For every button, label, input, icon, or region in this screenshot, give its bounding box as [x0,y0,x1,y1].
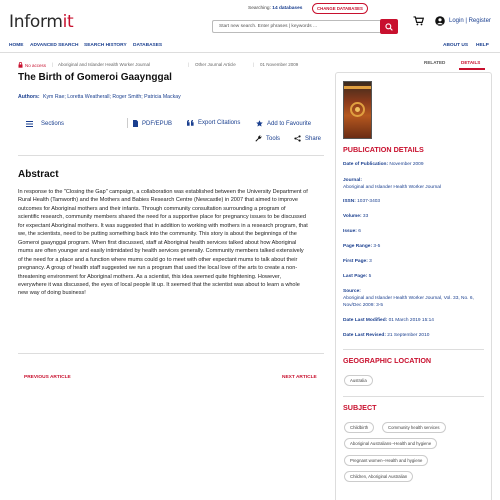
tab-details[interactable]: DETAILS [461,60,481,65]
previous-article-link[interactable]: PREVIOUS ARTICLE [24,375,71,380]
login-register-link[interactable]: Login | Register [449,18,491,24]
nav-divider [0,52,500,53]
star-icon [256,120,263,127]
detail-volume: Volume: 33 [343,214,369,219]
sections-button[interactable]: Sections [26,121,64,127]
detail-issn: ISSN: 1037-3403 [343,199,381,204]
toolbar-divider [127,118,128,128]
subject-tag-childbirth[interactable]: Childbirth [344,422,374,433]
no-access-badge: No access [18,62,46,68]
subject-heading: SUBJECT [343,403,377,412]
geographic-location-heading: GEOGRAPHIC LOCATION [343,356,432,365]
sidebar-divider [343,396,484,397]
detail-date-last-modified: Date Last Modified: 01 March 2019 15:14 [343,318,434,323]
nav-search-history[interactable]: SEARCH HISTORY [84,43,127,48]
detail-source: Source: Aboriginal and Islander Health Worker Journal, Vol. 33, No. 6, Nov/Dec 2009: 3-5 [343,289,474,308]
search-button[interactable] [380,19,398,34]
detail-last-page: Last Page: 5 [343,274,372,279]
pdf-epub-button[interactable]: PDF/EPUB [133,120,172,127]
geo-tag-australia[interactable]: Australia [344,375,373,386]
active-tab-indicator [459,68,485,70]
search-input[interactable]: Start new search. Enter phrases | keywords ... [212,20,380,33]
detail-date-of-publication: Date of Publication: November 2009 [343,162,424,167]
informit-logo[interactable]: Informit [9,12,74,32]
breadcrumb-article-type: Other Journal Article [195,62,236,67]
abstract-heading: Abstract [18,169,59,180]
nav-help[interactable]: HELP [476,43,489,48]
share-button[interactable]: Share [294,135,321,142]
tools-button[interactable]: Tools [255,135,280,142]
journal-cover-image [343,81,372,139]
authors-label: Authors: [18,94,40,100]
share-icon [294,135,301,142]
breadcrumb-separator: | [253,62,255,67]
detail-journal: Journal: Aboriginal and Islander Health Worker Journal [343,178,442,190]
search-icon [385,23,393,31]
subject-tag-community-health[interactable]: Community health services [382,422,446,433]
breadcrumb-journal[interactable]: Aboriginal and Islander Health Worker Journal [58,62,150,67]
sidebar-divider [343,349,484,350]
searching-databases-label: Searching: 14 databases [248,6,303,11]
subject-tag-pregnant-women[interactable]: Pregnant women--Health and hygiene [344,455,428,466]
next-article-link[interactable]: NEXT ARTICLE [282,375,317,380]
breadcrumb-separator: | [52,62,54,67]
nav-advanced-search[interactable]: ADVANCED SEARCH [30,43,79,48]
change-databases-button[interactable]: CHANGE DATABASES [312,3,368,14]
subject-tag-aboriginal-children[interactable]: Children, Aboriginal Australian [344,471,413,482]
list-icon [26,121,33,127]
tab-related[interactable]: RELATED [424,60,446,65]
publication-details-heading: PUBLICATION DETAILS [343,145,424,154]
document-icon [133,120,138,127]
breadcrumb-date: 01 November 2009 [260,62,299,67]
toolbar-bottom-divider [18,155,324,156]
detail-page-range: Page Range: 3-5 [343,244,381,249]
detail-date-last-revised: Date Last Revised: 21 September 2010 [343,333,430,338]
authors-list[interactable]: Kym Rae; Loretta Weatherall; Roger Smith; Patricia Mackay [43,94,181,100]
abstract-text: In response to the "Closing the Gap" campaign, a collaboration was established between the University Department of Rural Health (Tamworth) and the Mothers and Babies Research Centre (Newcastle) in 2007 that aimed to improve outcomes for Aboriginal mothers and their infants. Through community consultation surrounding a program of scientific research, community members shared the need for a supportive place for pregnancy issues to be discussed for expectant Aboriginal mothers. It was suggested that in addition to working with mothers in a research program, that we, the scientists, need to be putting something back into the community. This story is about the beginnings of the Gomeroi gaaynggal program. When first discussed, staff at Aboriginal health services talked about how Aboriginal mums are often younger and easily intimidated by health services generally. Community members talked extensively of the need for a place and a function where mums could go to meet with other expectant mums to talk about their pregnancy. A group of health staff suggested we run a program that used the local love of the arts to create a non-threatening environment for Aboriginal mothers. As a scientist, this idea seemed quite frightening. However, everywhere it was discussed, the eyes of local people lit up. It seemed that the scientist was about to learn a whole new way of doing business! [18,189,308,297]
nav-home[interactable]: HOME [9,43,24,48]
detail-issue: Issue: 6 [343,229,361,234]
nav-databases[interactable]: DATABASES [133,43,163,48]
user-icon[interactable] [435,16,445,28]
lock-icon [18,62,23,68]
database-count-link[interactable]: 14 databases [272,6,303,11]
wrench-icon [255,135,262,142]
subject-tag-aboriginal-health[interactable]: Aboriginal Australians--Health and hygiene [344,438,437,449]
detail-first-page: First Page: 3 [343,259,372,264]
export-citations-button[interactable]: Export Citations [187,120,240,126]
breadcrumb-separator: | [188,62,190,67]
nav-about-us[interactable]: ABOUT US [443,43,469,48]
add-to-favourite-button[interactable]: Add to Favourite [256,120,311,127]
cart-icon[interactable] [413,16,424,28]
quote-icon [187,120,194,126]
article-title: The Birth of Gomeroi Gaaynggal [18,72,172,83]
abstract-bottom-divider [18,353,324,354]
